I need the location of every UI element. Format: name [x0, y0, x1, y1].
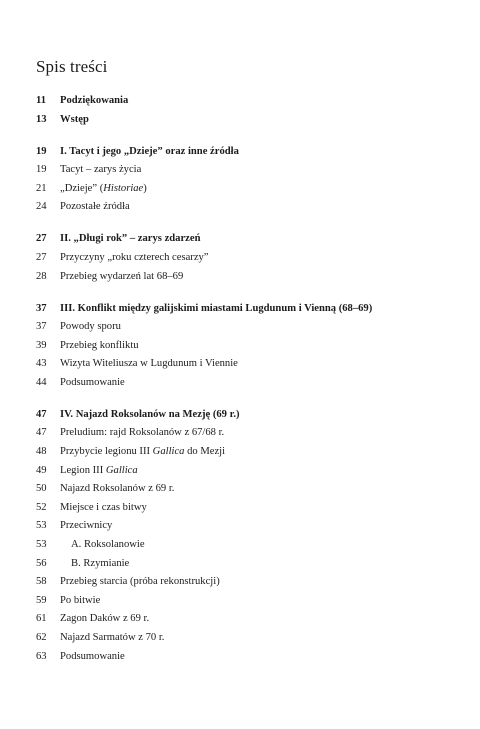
- toc-page-number: 11: [36, 95, 47, 106]
- toc-title-segment: Przeciwnicy: [60, 520, 113, 532]
- toc-section-entry: [36, 480, 456, 499]
- toc-title-segment: Przebieg konfliktu: [60, 339, 139, 351]
- toc-entry-title: [60, 573, 220, 592]
- toc-section-entry: [36, 517, 456, 536]
- toc-entry-title: [60, 111, 89, 130]
- toc-entry-title: [60, 499, 147, 518]
- toc-entry-title: [60, 648, 125, 667]
- toc-page-number: 53: [36, 539, 47, 551]
- toc-title-segment: Przyczyny „roku czterech cesarzy”: [60, 251, 209, 263]
- toc-title-segment: ): [143, 182, 147, 194]
- toc-page-number: 44: [36, 376, 47, 388]
- toc-section-entry: [36, 161, 456, 180]
- toc-title-segment: Podziękowania: [60, 95, 129, 106]
- toc-section-entry: [36, 648, 456, 667]
- toc-page-number: 13: [36, 113, 47, 125]
- toc-page-number: 19: [36, 145, 47, 157]
- toc-entry-title: [60, 337, 139, 356]
- toc-section-entry: [36, 198, 456, 217]
- toc-page-number: 27: [36, 233, 47, 245]
- toc-entry-title: [60, 592, 100, 611]
- toc-page-number: 28: [36, 270, 47, 282]
- toc-title-segment: Przebieg starcia (próba rekonstrukcji): [60, 576, 220, 588]
- toc-section-entry: [36, 443, 456, 462]
- toc-title-segment: Podsumowanie: [60, 376, 125, 388]
- toc-entry-title: [60, 629, 164, 648]
- toc-title-segment: Zagon Daków z 69 r.: [60, 613, 150, 625]
- toc-title-segment: Miejsce i czas bitwy: [60, 501, 147, 513]
- toc-page-number: 21: [36, 182, 47, 194]
- toc-subsection-entry: [36, 536, 456, 555]
- toc-page-number: 48: [36, 446, 47, 458]
- toc-title-segment: Po bitwie: [60, 594, 101, 606]
- toc-entry-title: [71, 555, 129, 574]
- toc-page-number: 53: [36, 520, 47, 532]
- toc-page-number: 49: [36, 464, 47, 476]
- toc-title-segment: do Mezji: [184, 446, 226, 458]
- toc-title-segment: Wstęp: [60, 113, 89, 125]
- toc-section-entry: [36, 180, 456, 199]
- toc-title-segment: Wizyta Witeliusza w Lugdunum i Viennie: [60, 358, 238, 370]
- toc-page-number: 63: [36, 650, 47, 662]
- toc-title-italic-segment: Historiae: [103, 182, 144, 194]
- toc-entry-title: [71, 536, 145, 555]
- toc-entry-title: [60, 406, 240, 425]
- toc-title-segment: Przybycie legionu III: [60, 446, 153, 458]
- toc-section-entry: [36, 499, 456, 518]
- toc-section-entry: [36, 592, 456, 611]
- toc-title-segment: A. Roksolanowie: [71, 539, 145, 551]
- toc-entry-title: [60, 462, 138, 481]
- toc-chapter-entry: [36, 300, 456, 319]
- toc-title-segment: Tacyt – zarys życia: [60, 164, 142, 176]
- toc-title-segment: Najazd Sarmatów z 70 r.: [60, 632, 165, 643]
- toc-chapter-entry: [36, 230, 456, 249]
- toc-section-entry: [36, 355, 456, 374]
- toc-title-italic-segment: Gallica: [152, 446, 185, 458]
- toc-entry-title: [60, 92, 128, 111]
- toc-section-entry: [36, 318, 456, 337]
- toc-page-number: 61: [36, 613, 47, 625]
- toc-page-number: 56: [36, 557, 47, 569]
- toc-page-number: 37: [36, 321, 47, 333]
- toc-title-segment: B. Rzymianie: [71, 557, 130, 569]
- toc-entry-title: [60, 143, 239, 162]
- toc-title-segment: Pozostałe źródła: [60, 201, 130, 213]
- toc-section-entry: [36, 610, 456, 629]
- toc-title-segment: III. Konflikt między galijskimi miastami Lugdunum i Vienną (68–69): [60, 302, 373, 314]
- toc-page-number: 59: [36, 594, 47, 606]
- toc-chapter-entry: [36, 92, 456, 111]
- toc-title-segment: I. Tacyt i jego „Dzieje” oraz inne źródła: [60, 145, 239, 157]
- toc-title-segment: Preludium: rajd Roksolanów z 67/68 r.: [60, 427, 225, 439]
- toc-section-entry: [36, 268, 456, 287]
- toc-title-italic-segment: Gallica: [105, 464, 138, 476]
- toc-section-entry: [36, 424, 456, 443]
- toc-entry-title: [60, 249, 209, 268]
- toc-page-number: 47: [36, 408, 47, 420]
- toc-page-number: 58: [36, 576, 47, 588]
- toc-entry-title: [60, 443, 225, 462]
- toc-entry-title: [60, 610, 149, 629]
- toc-page-number: 24: [36, 201, 47, 213]
- toc-section-entry: [36, 337, 456, 356]
- toc-section-entry: [36, 629, 456, 648]
- toc-entry-title: [60, 480, 174, 499]
- toc-entry-title: [60, 230, 200, 249]
- toc-title-segment: Powody sporu: [60, 321, 121, 333]
- toc-page-number: 27: [36, 251, 47, 263]
- toc-page-number: 47: [36, 427, 47, 439]
- toc-page-number: 50: [36, 483, 47, 495]
- toc-section-entry: [36, 249, 456, 268]
- toc-page-number: 37: [36, 302, 47, 314]
- toc-entry-title: [60, 198, 130, 217]
- toc-page-number: 43: [36, 358, 47, 370]
- toc-chapter-entry: [36, 111, 456, 130]
- toc-section-entry: [36, 374, 456, 393]
- toc-title-segment: „Dzieje” (: [60, 182, 104, 194]
- toc-subsection-entry: [36, 555, 456, 574]
- toc-entry-title: [60, 517, 112, 536]
- toc-chapter-entry: [36, 143, 456, 162]
- toc-entry-title: [60, 161, 141, 180]
- toc-entry-title: [60, 300, 372, 319]
- toc-title-segment: Podsumowanie: [60, 650, 125, 662]
- table-of-contents: [36, 92, 456, 666]
- toc-entry-title: [60, 180, 147, 199]
- toc-title-segment: Najazd Roksolanów z 69 r.: [60, 483, 175, 495]
- page-title: Spis treści: [36, 57, 108, 76]
- toc-entry-title: [60, 318, 121, 337]
- toc-entry-title: [60, 374, 125, 393]
- toc-page-number: 52: [36, 501, 47, 513]
- toc-title-segment: IV. Najazd Roksolanów na Mezję (69 r.): [60, 408, 240, 420]
- toc-chapter-entry: [36, 406, 456, 425]
- toc-page-number: 39: [36, 339, 47, 351]
- toc-entry-title: [60, 268, 183, 287]
- toc-page-number: 19: [36, 164, 47, 176]
- toc-title-segment: Przebieg wydarzeń lat 68–69: [60, 270, 184, 282]
- toc-section-entry: [36, 573, 456, 592]
- toc-title-segment: Legion III: [60, 464, 106, 476]
- toc-entry-title: [60, 355, 238, 374]
- toc-title-segment: II. „Długi rok” – zarys zdarzeń: [60, 233, 201, 245]
- toc-page-number: 62: [36, 632, 47, 643]
- toc-section-entry: [36, 462, 456, 481]
- toc-entry-title: [60, 424, 224, 443]
